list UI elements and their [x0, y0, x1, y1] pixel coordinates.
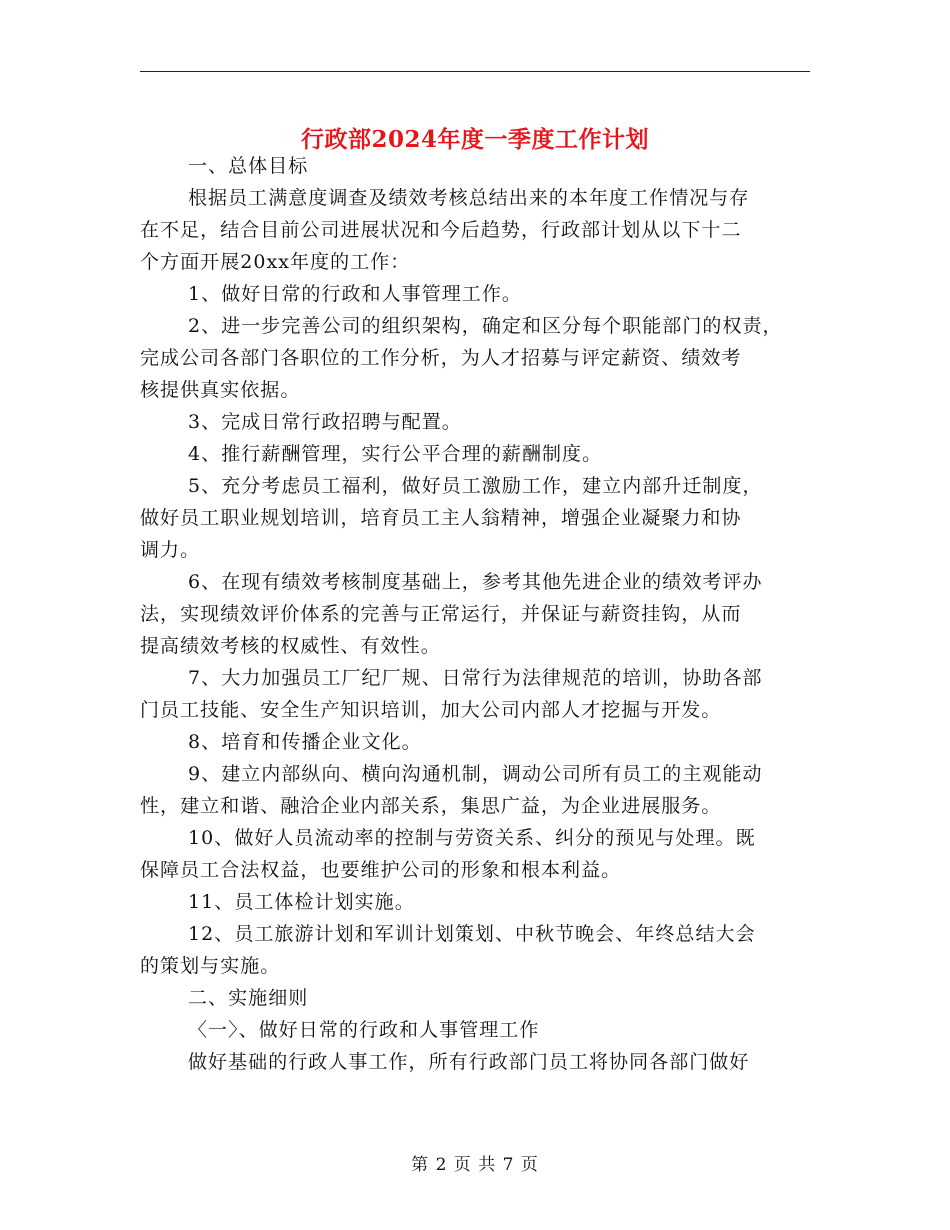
paragraph: [140, 310, 820, 406]
page-label-mid: 页 共: [453, 1155, 497, 1175]
paragraph-line: 6、在现有绩效考核制度基础上，参考其他先进企业的绩效考评办: [188, 571, 763, 593]
paragraph: [140, 438, 820, 470]
paragraph-line: 核提供真实依据。: [140, 379, 301, 401]
paragraph: [140, 726, 820, 758]
paragraph-line: 根据员工满意度调查及绩效考核总结出来的本年度工作情况与存: [188, 187, 750, 209]
paragraph: [140, 886, 820, 918]
paragraph-line: 保障员工合法权益，也要维护公司的形象和根本利益。: [140, 859, 622, 881]
paragraph-line: 做好员工职业规划培训，培育员工主人翁精神，增强企业凝聚力和协: [140, 507, 742, 529]
paragraph-line: 11、员工体检计划实施。: [188, 891, 415, 913]
page-label-suffix: 页: [520, 1155, 539, 1175]
paragraph: [140, 918, 820, 982]
paragraph-line: 二、实施细则: [188, 987, 309, 1009]
page-footer: [140, 1152, 810, 1178]
paragraph: [140, 822, 820, 886]
page-label-prefix: 第: [411, 1155, 430, 1175]
paragraph-line: 个方面开展20xx年度的工作：: [140, 251, 411, 273]
paragraph: [140, 566, 820, 662]
paragraph-line: 的策划与实施。: [140, 955, 281, 977]
document-title: 行政部2024年度一季度工作计划: [300, 126, 649, 154]
paragraph: [140, 470, 820, 566]
paragraph-line: 12、员工旅游计划和军训计划策划、中秋节晚会、年终总结大会: [188, 923, 756, 945]
paragraph-line: 提高绩效考核的权威性、有效性。: [140, 635, 441, 657]
paragraph-line: 9、建立内部纵向、横向沟通机制，调动公司所有员工的主观能动: [188, 763, 763, 785]
paragraph-line: 一、总体目标: [188, 155, 309, 177]
paragraph-line: 调力。: [140, 539, 201, 561]
paragraph: [140, 1014, 820, 1046]
paragraph-line: 10、做好人员流动率的控制与劳资关系、纠分的预见与处理。既: [188, 827, 756, 849]
paragraph-line: 法，实现绩效评价体系的完善与正常运行，并保证与薪资挂钩，从而: [140, 603, 742, 625]
paragraph: [140, 406, 820, 438]
page-total: 7: [502, 1155, 515, 1175]
paragraph-line: 8、培育和传播企业文化。: [188, 731, 422, 753]
paragraph: [140, 758, 820, 822]
paragraph-line: 性，建立和谐、融洽企业内部关系，集思广益，为企业进展服务。: [140, 795, 722, 817]
paragraph-line: 2、进一步完善公司的组织架构，确定和区分每个职能部门的权责，: [188, 315, 783, 337]
paragraph-line: 在不足，结合目前公司进展状况和今后趋势，行政部计划从以下十二: [140, 219, 742, 241]
paragraph: [140, 1046, 820, 1078]
paragraph: [140, 182, 820, 278]
paragraph: [140, 982, 820, 1014]
document-body: [140, 150, 820, 1078]
paragraph-line: 〈一〉、做好日常的行政和人事管理工作: [188, 1019, 540, 1041]
paragraph: [140, 278, 820, 310]
page-current: 2: [435, 1155, 448, 1175]
paragraph: [140, 662, 820, 726]
paragraph-line: 5、充分考虑员工福利，做好员工激励工作，建立内部升迁制度，: [188, 475, 763, 497]
paragraph-line: 4、推行薪酬管理，实行公平合理的薪酬制度。: [188, 443, 603, 465]
paragraph-line: 门员工技能、安全生产知识培训，加大公司内部人才挖掘与开发。: [140, 699, 722, 721]
paragraph-line: 7、大力加强员工厂纪厂规、日常行为法律规范的培训，协助各部: [188, 667, 763, 689]
header-rule: [140, 71, 810, 72]
paragraph-line: 做好基础的行政人事工作，所有行政部门员工将协同各部门做好: [188, 1051, 750, 1073]
paragraph-line: 1、做好日常的行政和人事管理工作。: [188, 283, 522, 305]
paragraph-line: 完成公司各部门各职位的工作分析，为人才招募与评定薪资、绩效考: [140, 347, 742, 369]
paragraph: [140, 150, 820, 182]
paragraph-line: 3、完成日常行政招聘与配置。: [188, 411, 462, 433]
